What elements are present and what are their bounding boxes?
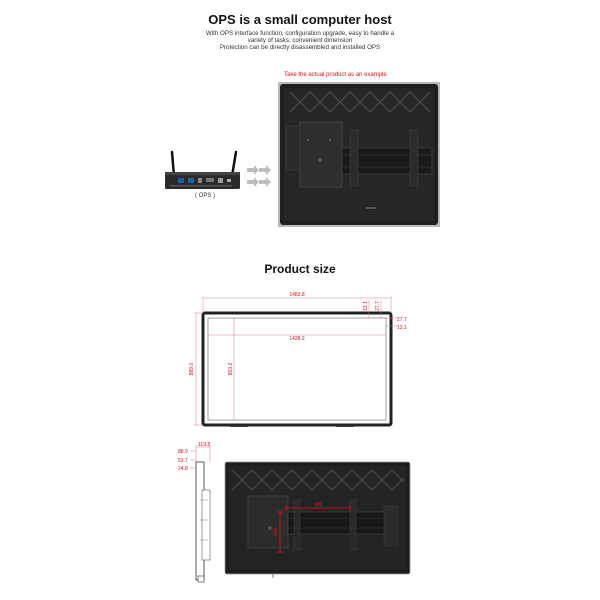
ops-description-line-2: variety of tasks, convenient dimension (247, 37, 353, 44)
ops-device-image (165, 152, 240, 189)
back-mount-height-label: 400 (273, 527, 279, 537)
back-view-diagram (225, 462, 410, 578)
front-view-diagram (194, 296, 398, 427)
panel-back-photo (278, 82, 440, 227)
side-depth-c-label: 24.8 (178, 466, 188, 472)
ops-section-title: OPS is a small computer host (208, 12, 392, 27)
front-inner-width-label: 1428.2 (289, 336, 305, 342)
ops-description-line-1: With OPS interface function, configuration upgrade, easy to handle a (205, 30, 395, 37)
side-depth-a-label: 88.9 (178, 449, 188, 455)
ops-description-line-3: Protection can be directly disassembled and installed OPS (219, 44, 381, 51)
front-total-height-label: 889.0 (189, 362, 195, 376)
back-mount-width-label: 600 (313, 502, 323, 508)
front-top-bezel-a-label: 13.1 (363, 301, 369, 311)
front-top-bezel-b-label: 27.7 (375, 301, 381, 311)
actual-product-caption: Take the actual product as an example (284, 72, 387, 78)
arrow-icons (247, 165, 271, 187)
side-top-depth-label: 119.8 (198, 442, 211, 448)
ops-device-label: ( OPS ) (194, 193, 215, 199)
side-depth-b-label: 53.7 (178, 458, 188, 464)
front-side-bezel-b-label: 13.1 (397, 325, 407, 331)
front-inner-height-label: 803.2 (228, 362, 234, 376)
side-view-diagram (190, 445, 210, 582)
front-total-width-label: 1483.8 (289, 292, 305, 298)
front-side-bezel-a-label: 27.7 (397, 317, 407, 323)
product-size-title: Product size (264, 262, 336, 276)
